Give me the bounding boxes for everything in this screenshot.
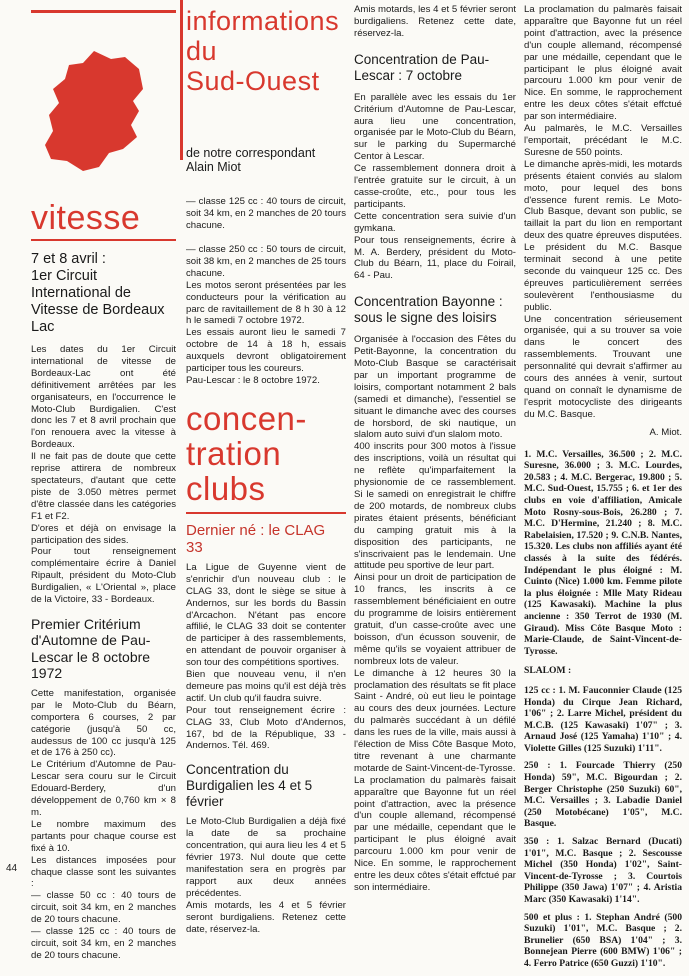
paragraph: Ce rassemblement donnera droit à l'entrée gratuite sur le circuit, à un casse-croûte, etc., pour tous les participants. bbox=[354, 163, 516, 210]
title-line: clubs bbox=[186, 469, 266, 507]
paragraph: Une concentration sérieusement organisée, qui a su trouver sa voie dans le concert des rassemblements. Trouvant une personnalité qui devrait s'affirmer au cours des années à venir, surtout quand on connaît le dynamisme de l'esprit motocycliste des dirigeants du M.C. Basque. bbox=[524, 313, 682, 420]
paragraph: La proclamation du palmarès faisait apparaître que Bayonne fut un réel point d'attraction, avec la présence d'un couple allemand, récompensé par une médaille, cependant que le participant le plus éloigné avait parcouru 1.000 km pour venir de Nice. En somme, le rapprochement entre les deux côtes s'était effctué par son intermédiaire. bbox=[524, 4, 682, 123]
column-1 bbox=[31, 10, 176, 961]
paragraph: Pour tout renseignement complémentaire écrire à Daniel Ripault, président du Moto-Club Burdigalien, « L'Oriental », place de la Victoire, 33 - Bordeaux. bbox=[31, 546, 176, 606]
paragraph: Il ne fait pas de doute que cette reprise attirera de nombreux spectateurs, d'autant que cette piste de 3.050 mètres permet d'être classée dans les catégories F1 et F2. bbox=[31, 451, 176, 522]
paragraph: Le dimanche à 12 heures 30 la proclamation des résultats se fit place Saint - André, où eut lieu le pointage au cours des deux journées. Lecture du palmarès succédant à un défilé dans les rues de la ville, mais aussi à l'élection de Miss Côte Basque Moto, titre revenant à une charmante motarde de Saint-Vincent-de-Tyrosse. bbox=[354, 667, 516, 774]
paragraph: Cette manifestation, organisée par le Moto-Club du Béarn, comportera 6 courses, 2 par catégorie (jusqu'à 50 cc, audessus de 100 cc jusqu'à 125 et de 176 à 250 cc). bbox=[31, 687, 176, 759]
top-rule bbox=[31, 10, 176, 13]
paragraph: Organisée à l'occasion des Fêtes du Petit-Bayonne, la concentration du Moto-Club Basque se caractérisait par un important programme de loisirs, comportant notamment 2 bals (samedi et dimanche), l'essentiel se situant le dimanche avec des courses de horsbord, de ski nautique, un slalom auto suivi d'un slalom moto. bbox=[354, 334, 516, 441]
paragraph: Cette concentration sera suivie d'un gymkana. bbox=[354, 210, 516, 234]
paragraph: Amis motards, les 4 et 5 février seront burdigaliens. Retenez cette date, réservez-la. bbox=[354, 4, 516, 39]
byline: de notre correspondant bbox=[186, 146, 316, 160]
header-line: Sud-Ouest bbox=[186, 66, 320, 96]
page-number: 44 bbox=[6, 863, 18, 874]
paragraph: La proclamation du palmarès faisait apparaître que Bayonne fut un réel point d'attraction, avec la présence d'un couple allemand, récompensé par une médaille, cependant que le participant le plus éloigné avait parcouru 1.000 km pour venir de Nice. En somme, le rapprochement entre les deux côtes s'était effctué par son intermédiaire. bbox=[354, 774, 516, 893]
section-title-vitesse: vitesse bbox=[31, 199, 141, 237]
paragraph: — classe 125 cc : 40 tours de circuit, soit 34 km, en 2 manches de 20 tours chacune. bbox=[186, 196, 346, 231]
subhead-burdigalien: Concentration du Burdigalien les 4 et 5 février bbox=[186, 762, 313, 810]
column-4 bbox=[524, 4, 682, 976]
paragraph: Le nombre maximum des partants pour chaque course est fixé à 10. bbox=[31, 818, 176, 854]
result-500: 500 et plus : 1. Stephan André (500 Suzuki) 1'01", M.C. Basque ; 2. Brunelier (650 BSA) 1'04" ; 3. Bonnejean Pierre (600 BMW) 1'06" ; 4. Ferro Patrice (650 Guzzi) 1'10". bbox=[524, 911, 682, 969]
paragraph: 400 inscrits pour 300 motos à l'issue des inscriptions, voilà un résultat qui ne reflète qu'imparfaitement la physionomie de ce rassemblement. Si le samedi on enregistrait le chiffre de 200 motards, de nombreux clubs pirates étaient présents, bénéficiant du camping gratuit mis à la disposition des participants, ne s'inscrivaient pas le lendemain. Une attitude peu sportive de leur part. bbox=[354, 441, 516, 572]
paragraph: Les essais auront lieu le samedi 7 octobre de 14 à 18 h, essais auxquels devront obligatoirement participer tous les coureurs. bbox=[186, 327, 346, 375]
title-line: tration bbox=[186, 434, 282, 472]
paragraph: Pau-Lescar : le 8 octobre 1972. bbox=[186, 374, 320, 386]
paragraph: Les dates du 1er Circuit international de vitesse de Bordeaux-Lac ont été définitivement arrêtées par les organisateurs, en l'occurrence le Moto-Club Burdigalien. C'est donc les 7 et 8 avril prochain que l'on renouera avec la vitesse à Bordeaux. bbox=[31, 344, 176, 451]
south-west-france-map-icon bbox=[39, 49, 149, 173]
subhead-pau: Concentration de Pau-Lescar : 7 octobre bbox=[354, 51, 490, 83]
result-350: 350 : 1. Salzac Bernard (Ducati) 1'01", M.C. Basque ; 2. Sescousse Michel (350 Honda) 1'02", Saint-Vincent-de-Tyrosse ; 3. Courtois Philippe (350 Jawa) 1'07" ; 4. Aristia Marc (350 Kawasaki) 1'14". bbox=[524, 836, 682, 905]
slalom-title: SLALOM : bbox=[524, 665, 572, 677]
paragraph: Le dimanche après-midi, les motards présents étaient conviés au slalom moto, pour lequel des bons d'essence furent remis. Le Moto-Club Basque, devant son public, se taillait la part du lion en remportant deux des quatre épreuves disputées. Le président du M.C. Basque terminait second à une petite seconde du vainqueur 125 cc. Des épreuves particulièrement serrées soulevèrent l'enthousiasme du public. bbox=[524, 158, 682, 313]
title-line: concen- bbox=[186, 399, 307, 437]
paragraph: La Ligue de Guyenne vient de s'enrichir d'un nouveau club : le CLAG 33, dont le siège se situe à Andernos, sur les bords du Bassin d'Arcachon. N'étant pas encore affilié, le CLAG 33 doit se contenter de participer à des rassemblements, en attendant de pouvoir organiser à son tour des compétitions sportives. bbox=[186, 561, 346, 669]
author: Alain Miot bbox=[186, 160, 241, 174]
header-title bbox=[186, 0, 346, 96]
paragraph: Au palmarès, le M.C. Versailles l'emportait, précédant le M.C. Suresne de 550 points. bbox=[524, 123, 682, 158]
paragraph: Les distances imposées pour chaque classe sont les suivantes : bbox=[31, 854, 176, 890]
column-2 bbox=[186, 0, 346, 935]
paragraph: Les motos seront présentées par les conducteurs pour la vérification au parc de ravitaillement de 8 h 30 à 12 h le samedi 7 octobre 1972. bbox=[186, 279, 346, 327]
header-rule bbox=[180, 0, 183, 160]
header-line: informations bbox=[186, 6, 340, 36]
classement: 1. M.C. Versailles, 36.500 ; 2. M.C. Suresne, 36.000 ; 3. M.C. Lourdes, 20.583 ; 4. M.C. Bergerac, 19.800 ; 5. M.C. Sud-Ouest, 15.755 ; 6. et 1er des clubs en voie d'affiliation, Amicale Moto Rosny-sous-Bois, 26.280 ; 7. M.C. D'Hermine, 21.240 ; 8. M.C. Rabelaisien, 17.520 ; 9. C.N.B. Nantes, 15.320. Les clubs non affiliés ayant été classés à la suite des fédérés. Indépendant le plus éloigné : M. Cuinto (Nice) 1.000 km. Femme pilote la plus éloignée : Mlle Maty Rideau (125 Kawasaki). Machine la plus ancienne : 350 Terrot de 1930 (M. Giraud). Miss Côte Basque Moto : Marie-Claude, de Saint-Vincent-de-Tyrosse. bbox=[524, 448, 682, 657]
column-3 bbox=[354, 4, 516, 893]
subhead-date: 7 et 8 avril : bbox=[31, 251, 106, 267]
paragraph: Bien que nouveau venu, il n'en demeure pas moins qu'il est déjà très actif. Un club qu'il faudra suivre. bbox=[186, 669, 346, 704]
paragraph: En parallèle avec les essais du 1er Critérium d'Automne de Pau-Lescar, aura lieu une concentration, organisée par le Moto-Club du Béarn, sur le parking du Supermarché Centor à Lescar. bbox=[354, 91, 516, 163]
result-125: 125 cc : 1. M. Fauconnier Claude (125 Honda) du Cirque Jean Richard, 1'06" ; 2. Larre Michel, président du M.C.B. (125 Kawasaki) 1'07" ; 3. Arnaud José (125 Yamaha) 1'10" ; 4. Violette Gilles (125 Suzuki) 1'11". bbox=[524, 684, 682, 754]
subhead-criterium: Premier Critérium d'Automne de Pau-Lescar le 8 octobre 1972 bbox=[31, 615, 151, 682]
paragraph: — classe 125 cc : 40 tours de circuit, soit 34 km, en 2 manches de 20 tours chacune. bbox=[31, 926, 176, 961]
subhead-circuit: 1er Circuit International de Vitesse de Bordeaux Lac bbox=[31, 268, 165, 335]
section-rule bbox=[186, 512, 346, 514]
results-block bbox=[524, 449, 682, 970]
paragraph: Le Moto-Club Burdigalien a déjà fixé la date de sa prochaine concentration, qui aura lieu les 4 et 5 février 1973. Nul doute que cette manifestation sera en progrès par rapport aux deux années précédentes. bbox=[186, 816, 346, 899]
subhead-bayonne: Concentration Bayonne : sous le signe des loisirs bbox=[354, 294, 503, 326]
header-line: du bbox=[186, 36, 218, 66]
paragraph: Pour tout renseignement écrire : CLAG 33, Club Moto d'Andernos, 167, bd de la République, 33 - Andernos. Tél. 469. bbox=[186, 704, 346, 752]
paragraph: Pour tous renseignements, écrire à M. A. Berdery, président du Moto-Club du Béarn, 11, place du Foirail, 64 - Pau. bbox=[354, 234, 516, 282]
signature: A. Miot. bbox=[649, 426, 682, 438]
paragraph: — classe 250 cc : 50 tours de circuit, soit 38 km, en 2 manches de 25 tours chacune. bbox=[186, 244, 346, 279]
paragraph: Le Critérium d'Automne de Pau-Lescar sera couru sur le Circuit Edouard-Berdery, d'un développement de 0,760 km × 8 m. bbox=[31, 759, 176, 818]
paragraph: Amis motards, les 4 et 5 février seront burdigaliens. Retenez cette date, réservez-la. bbox=[186, 899, 346, 935]
paragraph: D'ores et déjà on envisage la participation des sides. bbox=[31, 522, 176, 546]
paragraph: Ainsi pour un droit de participation de 10 francs, les inscrits à ce rassemblement bénéficiaient en outre du programme de loisirs entièrement gratuit, d'un casse-croûte avec une boisson, d'un écusson souvenir, de même qu'ils se voyaient attribuer de nombreux lots de valeur. bbox=[354, 572, 516, 667]
subhead-clag: Dernier né : le CLAG 33 bbox=[186, 521, 326, 556]
paragraph: — classe 50 cc : 40 tours de circuit, soit 34 km, en 2 manches de 20 tours chacune. bbox=[31, 890, 176, 926]
result-250: 250 : 1. Fourcade Thierry (250 Honda) 59", M.C. Bigourdan ; 2. Berger Christophe (250 Suzuki) 60", M.C. Versailles ; 3. Labadie Daniel (250 Motobécane) 1'05", M.C. Basque. bbox=[524, 760, 682, 830]
section-rule bbox=[31, 239, 176, 241]
section-title-concentration bbox=[186, 401, 346, 506]
